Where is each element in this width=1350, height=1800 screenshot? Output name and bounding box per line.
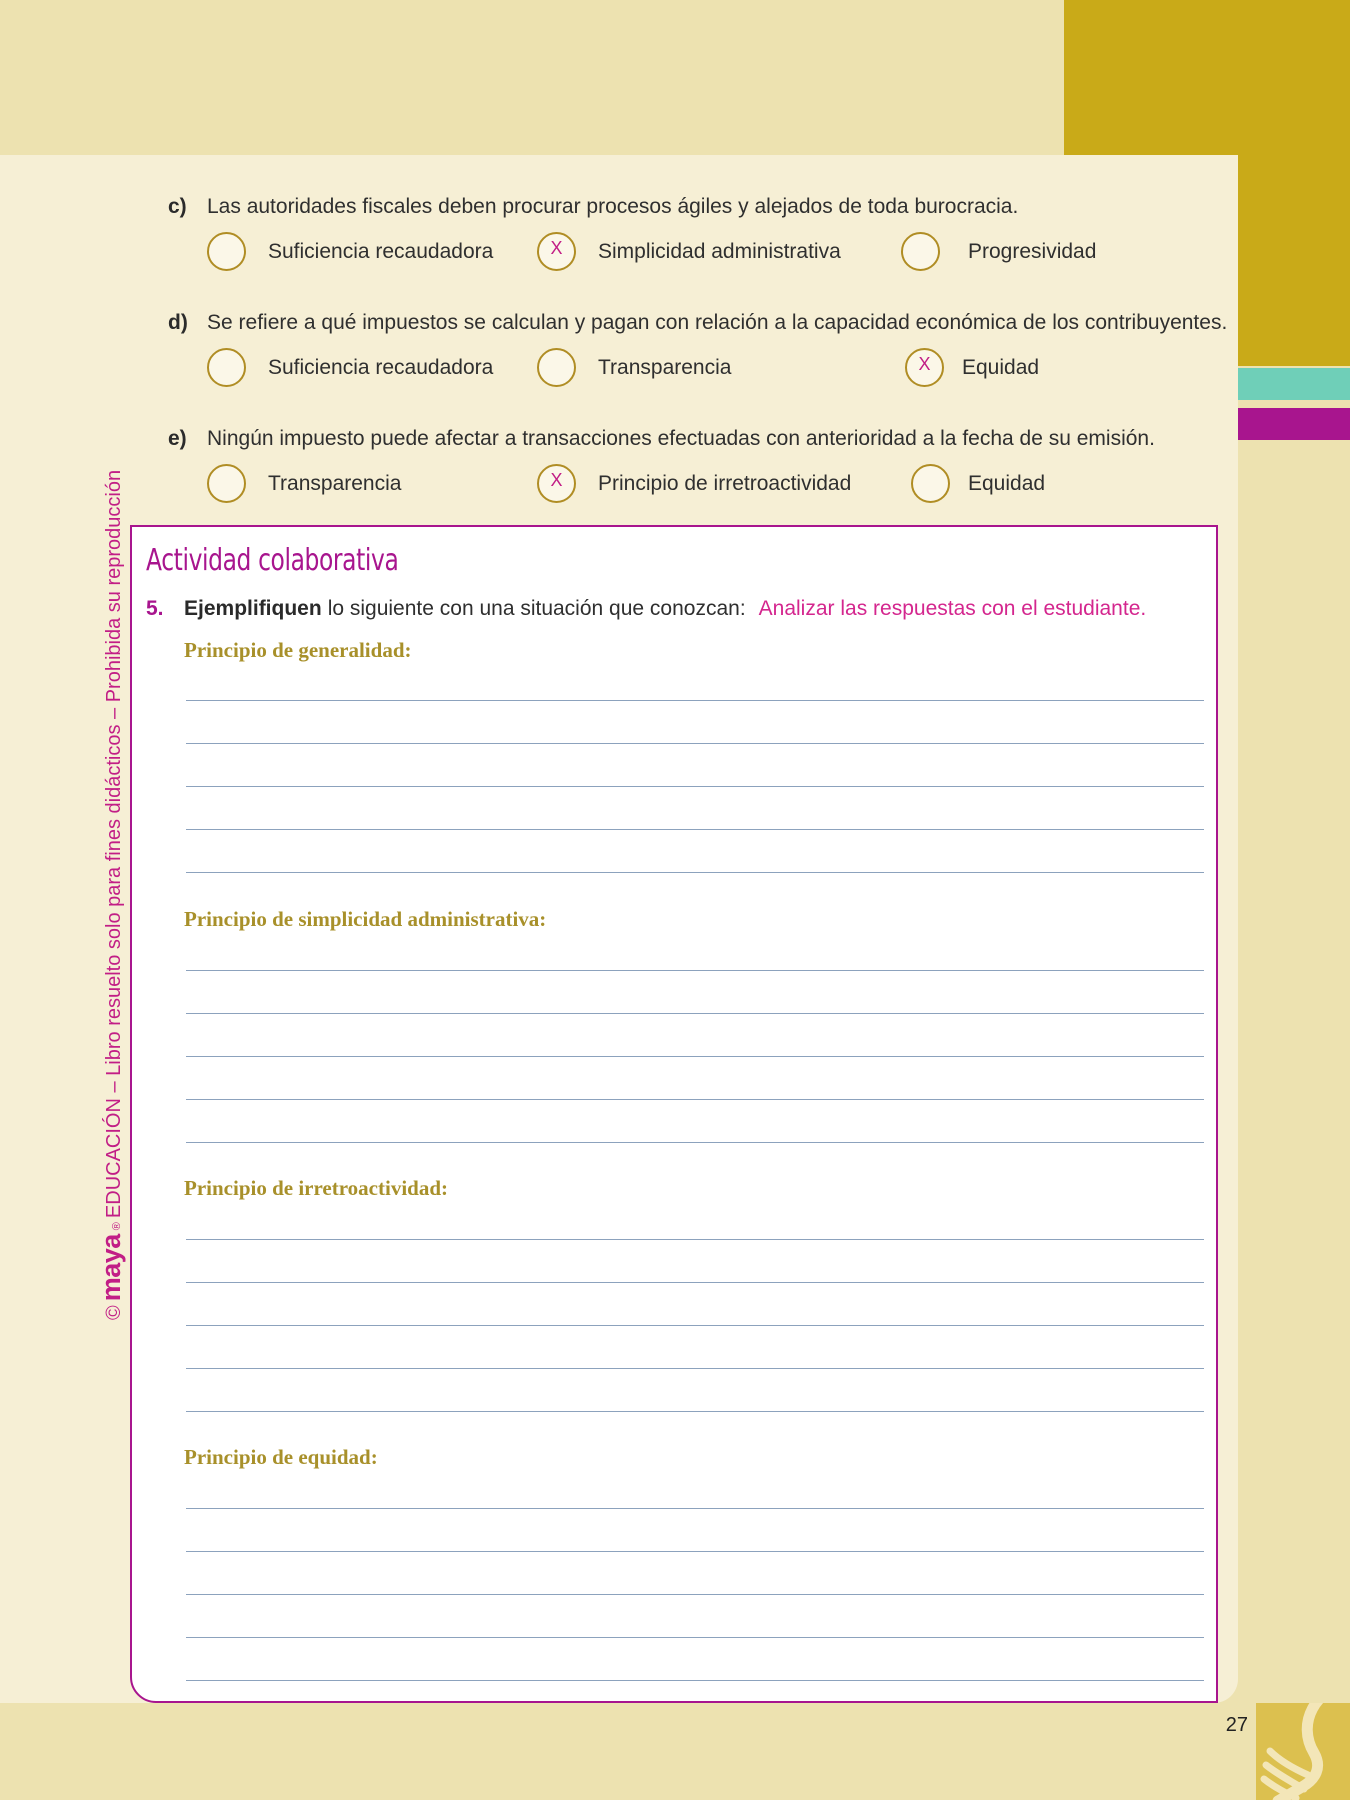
writing-line[interactable] [186, 1551, 1204, 1552]
option-label: Transparencia [268, 471, 402, 495]
option-circle[interactable] [207, 232, 246, 271]
writing-line[interactable] [186, 1013, 1204, 1014]
writing-line[interactable] [186, 872, 1204, 873]
writing-line[interactable] [186, 1594, 1204, 1595]
writing-line[interactable] [186, 1239, 1204, 1240]
option-circle[interactable] [207, 348, 246, 387]
brand-logo-text: maya [96, 1234, 126, 1302]
answer-note: Analizar las respuestas con el estudiante. [758, 597, 1147, 620]
option-progresividad[interactable] [901, 232, 1096, 271]
section-heading-generalidad: Principio de generalidad: [184, 638, 412, 662]
question-letter: e) [168, 427, 187, 450]
option-label: Equidad [962, 355, 1040, 379]
writing-line[interactable] [186, 970, 1204, 971]
writing-line[interactable] [186, 1282, 1204, 1283]
question-e [168, 426, 1228, 495]
option-label: Transparencia [598, 355, 732, 379]
option-transparencia[interactable] [207, 464, 401, 503]
option-circle[interactable] [537, 464, 576, 503]
option-label: Equidad [968, 471, 1046, 495]
activity-title: Actividad colaborativa [146, 543, 399, 578]
copyright-symbol: © [103, 1305, 125, 1320]
writing-line[interactable] [186, 1637, 1204, 1638]
option-circle[interactable] [207, 464, 246, 503]
option-circle[interactable] [901, 232, 940, 271]
question-text: Se refiere a qué impuestos se calculan y pagan con relación a la capacidad económica de los contribuyentes. [207, 311, 1228, 334]
writing-line[interactable] [186, 1325, 1204, 1326]
option-circle[interactable] [537, 348, 576, 387]
option-equidad[interactable] [905, 348, 1039, 387]
registered-symbol: ® [111, 1222, 123, 1231]
writing-line[interactable] [186, 1099, 1204, 1100]
option-label: Progresividad [968, 239, 1097, 263]
lightbulb-icon [1256, 1703, 1350, 1800]
option-label: Principio de irretroactividad [598, 471, 852, 495]
activity-number: 5. [146, 597, 164, 620]
option-transparencia[interactable] [537, 348, 731, 387]
x-mark-icon: X [550, 470, 563, 490]
collaborative-activity-box [130, 525, 1218, 1703]
option-suficiencia-recaudadora[interactable] [207, 348, 493, 387]
page-number: 27 [1225, 1714, 1248, 1736]
question-text: Ningún impuesto puede afectar a transacciones efectuadas con anterioridad a la fecha de su emisión. [207, 427, 1155, 450]
question-c [168, 194, 1228, 263]
question-letter: c) [168, 195, 187, 218]
writing-line[interactable] [186, 1680, 1204, 1681]
writing-line[interactable] [186, 829, 1204, 830]
option-label: Suficiencia recaudadora [268, 355, 494, 379]
x-mark-icon: X [918, 354, 931, 374]
credit-text: EDUCACIÓN – Libro resuelto solo para fines didácticos – Prohibida su reproducción [103, 469, 125, 1219]
writing-line[interactable] [186, 743, 1204, 744]
activity-instruction [146, 597, 1146, 621]
option-simplicidad-administrativa[interactable] [537, 232, 841, 271]
option-circle[interactable] [905, 348, 944, 387]
side-credit [96, 470, 127, 1320]
instruction-text: lo siguiente con una situación que conozcan: [327, 597, 746, 620]
magenta-accent-band [1238, 408, 1350, 440]
option-equidad[interactable] [911, 464, 1045, 503]
corner-decoration [1256, 1703, 1350, 1800]
writing-line[interactable] [186, 1056, 1204, 1057]
writing-line[interactable] [186, 1142, 1204, 1143]
option-suficiencia-recaudadora[interactable] [207, 232, 493, 271]
writing-line[interactable] [186, 700, 1204, 701]
option-label: Suficiencia recaudadora [268, 239, 494, 263]
question-text: Las autoridades fiscales deben procurar procesos ágiles y alejados de toda burocracia. [207, 195, 1019, 218]
section-heading-simplicidad: Principio de simplicidad administrativa: [184, 907, 547, 931]
instruction-verb: Ejemplifiquen [184, 597, 322, 620]
writing-line[interactable] [186, 1368, 1204, 1369]
writing-line[interactable] [186, 786, 1204, 787]
writing-line[interactable] [186, 1508, 1204, 1509]
option-circle[interactable] [911, 464, 950, 503]
option-principio-de-irretroactividad[interactable] [537, 464, 851, 503]
option-circle[interactable] [537, 232, 576, 271]
x-mark-icon: X [550, 238, 563, 258]
writing-line[interactable] [186, 1411, 1204, 1412]
question-d [168, 310, 1228, 379]
section-heading-equidad: Principio de equidad: [184, 1445, 378, 1469]
option-label: Simplicidad administrativa [598, 239, 841, 263]
teal-accent-band [1238, 368, 1350, 400]
question-letter: d) [168, 311, 188, 334]
section-heading-irretroactividad: Principio de irretroactividad: [184, 1176, 449, 1200]
